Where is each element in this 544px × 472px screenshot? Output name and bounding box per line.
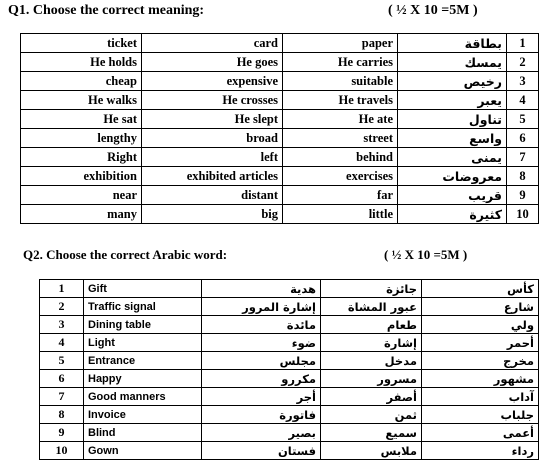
q2-option-2: مدخل [321,352,422,370]
q1-row-number: 1 [507,34,539,53]
table-row [21,91,539,110]
q1-arabic-word: تناول [398,110,507,129]
q2-option-2: إشارة [321,334,422,352]
table-row [21,72,539,91]
q1-option-3: He carries [283,53,398,72]
q2-option-1: فاتورة [202,406,321,424]
table-row [21,53,539,72]
table-row [21,110,539,129]
q1-option-1: many [21,205,142,224]
q2-option-1: مكررو [202,370,321,388]
q2-row-number: 2 [40,298,84,316]
table-row [21,148,539,167]
table-row [21,34,539,53]
q1-option-2: broad [142,129,283,148]
table-row [40,316,539,334]
q1-option-2: distant [142,186,283,205]
q1-option-3: suitable [283,72,398,91]
q1-row-number: 6 [507,129,539,148]
q2-option-1: هدية [202,280,321,298]
q2-option-3: مشهور [422,370,539,388]
q2-english-word: Happy [84,370,202,388]
q1-option-2: exhibited articles [142,167,283,186]
q1-arabic-word: كثيرة [398,205,507,224]
q2-row-number: 9 [40,424,84,442]
q2-english-word: Blind [84,424,202,442]
q1-option-1: He walks [21,91,142,110]
q1-title: Q1. Choose the correct meaning: [8,3,205,18]
q1-arabic-word: يعبر [398,91,507,110]
q2-option-3: جلباب [422,406,539,424]
q2-option-3: أحمر [422,334,539,352]
q1-option-1: exhibition [21,167,142,186]
q1-arabic-word: معروضات [398,167,507,186]
q1-marks: ( ½ X 10 =5M ) [388,3,478,18]
q2-english-word: Dining table [84,316,202,334]
q2-option-3: كأس [422,280,539,298]
q2-option-2: طعام [321,316,422,334]
q2-option-3: مخرج [422,352,539,370]
q1-row-number: 8 [507,167,539,186]
q2-row-number: 6 [40,370,84,388]
q2-row-number: 3 [40,316,84,334]
q1-row-number: 7 [507,148,539,167]
q1-arabic-word: قريب [398,186,507,205]
q1-option-2: card [142,34,283,53]
q1-row-number: 2 [507,53,539,72]
q1-option-1: lengthy [21,129,142,148]
q1-row-number: 5 [507,110,539,129]
q2-english-word: Invoice [84,406,202,424]
q2-table-body [40,280,539,460]
table-row [21,186,539,205]
q1-option-3: He travels [283,91,398,110]
q1-option-2: He goes [142,53,283,72]
q2-option-2: جائزة [321,280,422,298]
q1-option-3: little [283,205,398,224]
q2-option-2: عبور المشاة [321,298,422,316]
q2-option-1: أجر [202,388,321,406]
q2-option-1: إشارة المرور [202,298,321,316]
table-row [40,388,539,406]
q2-option-1: ضوء [202,334,321,352]
q1-option-2: He crosses [142,91,283,110]
table-row [21,167,539,186]
q1-arabic-word: يمنى [398,148,507,167]
q1-arabic-word: بطاقة [398,34,507,53]
q1-arabic-word: رخيص [398,72,507,91]
q1-option-2: left [142,148,283,167]
q2-option-3: أعمى [422,424,539,442]
q2-option-2: مسرور [321,370,422,388]
q2-option-1: مجلس [202,352,321,370]
q1-row-number: 9 [507,186,539,205]
q1-option-2: expensive [142,72,283,91]
q1-arabic-word: يمسك [398,53,507,72]
table-row [40,406,539,424]
q2-title: Q2. Choose the correct Arabic word: [23,247,228,262]
q1-option-3: street [283,129,398,148]
q1-option-3: behind [283,148,398,167]
q1-option-2: He slept [142,110,283,129]
table-row [40,280,539,298]
q2-option-2: أصفر [321,388,422,406]
q2-row-number: 10 [40,442,84,460]
q2-option-3: آداب [422,388,539,406]
q2-english-word: Good manners [84,388,202,406]
q2-table [39,279,539,460]
q2-row-number: 7 [40,388,84,406]
q1-option-1: ticket [21,34,142,53]
q1-row-number: 4 [507,91,539,110]
q2-english-word: Gown [84,442,202,460]
q2-option-3: رداء [422,442,539,460]
q1-arabic-word: واسع [398,129,507,148]
q1-option-3: far [283,186,398,205]
q1-option-3: He ate [283,110,398,129]
q2-row-number: 4 [40,334,84,352]
table-row [40,352,539,370]
q1-option-1: Right [21,148,142,167]
q2-row-number: 5 [40,352,84,370]
q2-option-1: مائدة [202,316,321,334]
table-row [40,424,539,442]
table-row [21,129,539,148]
q2-option-2: سميع [321,424,422,442]
q2-option-2: ملابس [321,442,422,460]
q1-option-1: He sat [21,110,142,129]
q1-option-1: He holds [21,53,142,72]
q1-option-3: paper [283,34,398,53]
q1-option-2: big [142,205,283,224]
q2-option-2: ثمن [321,406,422,424]
q1-option-1: cheap [21,72,142,91]
q2-row-number: 8 [40,406,84,424]
table-row [40,334,539,352]
q1-row-number: 3 [507,72,539,91]
q2-option-1: بصير [202,424,321,442]
q2-english-word: Entrance [84,352,202,370]
q1-option-3: exercises [283,167,398,186]
q2-english-word: Traffic signal [84,298,202,316]
table-row [40,442,539,460]
q1-table-body [21,34,539,224]
q1-table [20,33,539,224]
q2-option-3: ولي [422,316,539,334]
q2-row-number: 1 [40,280,84,298]
q2-marks: ( ½ X 10 =5M ) [384,247,468,262]
q2-english-word: Gift [84,280,202,298]
q2-option-3: شارع [422,298,539,316]
table-row [40,370,539,388]
q1-row-number: 10 [507,205,539,224]
q2-option-1: فستان [202,442,321,460]
table-row [21,205,539,224]
q1-option-1: near [21,186,142,205]
table-row [40,298,539,316]
q2-english-word: Light [84,334,202,352]
